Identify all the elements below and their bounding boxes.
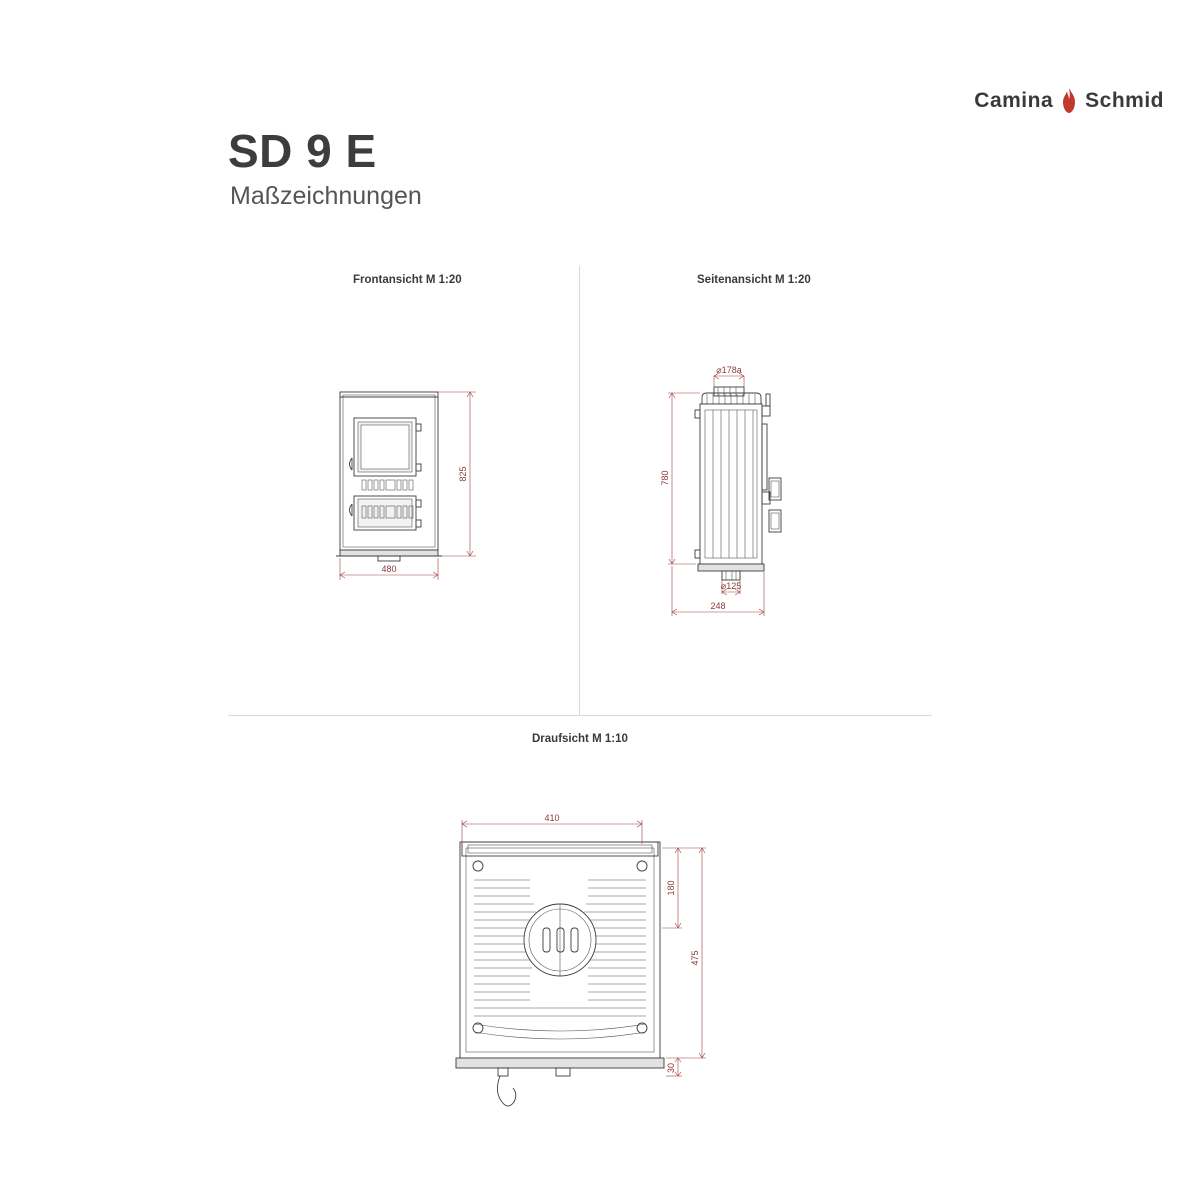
divider-vertical xyxy=(579,266,580,716)
side-view-drawing xyxy=(640,360,880,655)
dim-side-height: 780 xyxy=(660,470,670,486)
flame-icon xyxy=(1060,88,1078,114)
dim-side-air-inlet-diameter: ⌀125 xyxy=(720,581,742,591)
dim-front-width: 480 xyxy=(381,564,397,574)
dim-front-height: 825 xyxy=(458,466,468,482)
dim-side-depth: 248 xyxy=(710,601,726,611)
dim-top-depth: 475 xyxy=(690,950,700,966)
page-title: SD 9 E xyxy=(228,125,377,177)
dim-top-width: 410 xyxy=(544,813,560,823)
caption-side-view: Seitenansicht M 1:20 xyxy=(697,274,811,286)
caption-top-view: Draufsicht M 1:10 xyxy=(532,733,628,745)
divider-horizontal xyxy=(228,715,932,716)
dim-top-inner-depth: 180 xyxy=(666,880,676,896)
dim-side-flue-diameter: ⌀178a xyxy=(716,365,742,375)
brand-name-right: Schmid xyxy=(1085,89,1164,112)
caption-front-view: Frontansicht M 1:20 xyxy=(353,274,462,286)
brand-logo xyxy=(974,88,1164,114)
brand-name-left: Camina xyxy=(974,89,1054,112)
front-view-drawing xyxy=(300,370,510,615)
top-view-drawing xyxy=(430,800,750,1125)
page-subtitle: Maßzeichnungen xyxy=(230,182,422,210)
dim-top-offset: 30 xyxy=(666,1062,676,1074)
